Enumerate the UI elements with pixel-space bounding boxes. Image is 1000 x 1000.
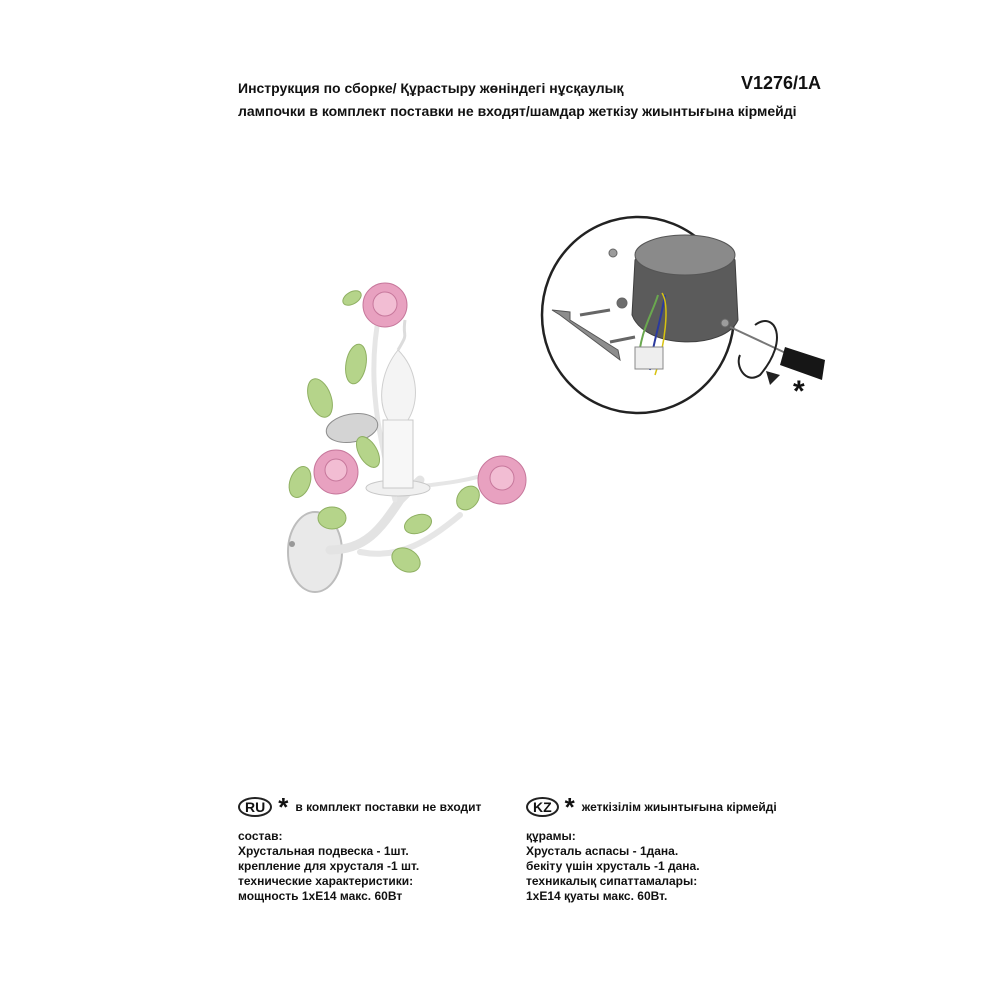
ru-line: состав: (238, 829, 283, 843)
ru-not-included: в комплект поставки не входит (295, 799, 482, 814)
rose-top (363, 283, 407, 327)
kz-specs (526, 829, 777, 904)
kz-line: 1хЕ14 қуаты макс. 60Вт. (526, 889, 668, 903)
ru-specs (238, 829, 481, 904)
ru-line: Хрустальная подвеска - 1шт. (238, 844, 409, 858)
rose-right (478, 456, 526, 504)
ru-line: технические характеристики: (238, 874, 414, 888)
wall-lamp-illustration (270, 260, 550, 600)
rose-left (314, 450, 358, 494)
kz-not-included: жеткізілім жиынтығына кірмейді (581, 799, 777, 814)
kz-line: техникалық сипаттамалары: (526, 874, 698, 888)
kz-line: құрамы: (526, 829, 576, 843)
asterisk-icon: * (278, 792, 289, 822)
candle-socket (383, 420, 413, 488)
ru-line: крепление для хрусталя -1 шт. (238, 859, 420, 873)
mounting-detail-illustration (540, 215, 830, 415)
model-code: V1276/1A (741, 73, 822, 93)
flame-bulb (382, 350, 416, 420)
kz-badge: KZ (526, 797, 559, 817)
terminal-block (635, 347, 663, 369)
kz-line: Хрусталь аспасы - 1дана. (526, 844, 679, 858)
crystal-pendant (324, 410, 380, 447)
asterisk-icon: * (564, 792, 575, 822)
mounting-bracket (552, 310, 620, 360)
ru-badge: RU (238, 797, 272, 817)
asterisk-mark: * (793, 375, 805, 408)
instruction-title: Инструкция по сборке/ Құрастыру жөніндегі нұсқаулық (238, 80, 624, 96)
bulbs-not-included-note: лампочки в комплект поставки не входят/шамдар жеткізу жиынтығына кірмейді (238, 103, 797, 119)
kz-line: бекіту үшін хрусталь -1 дана. (526, 859, 700, 873)
ru-section (238, 792, 482, 904)
ru-line: мощность 1хЕ14 макс. 60Вт (238, 889, 403, 903)
kz-section (526, 792, 777, 904)
